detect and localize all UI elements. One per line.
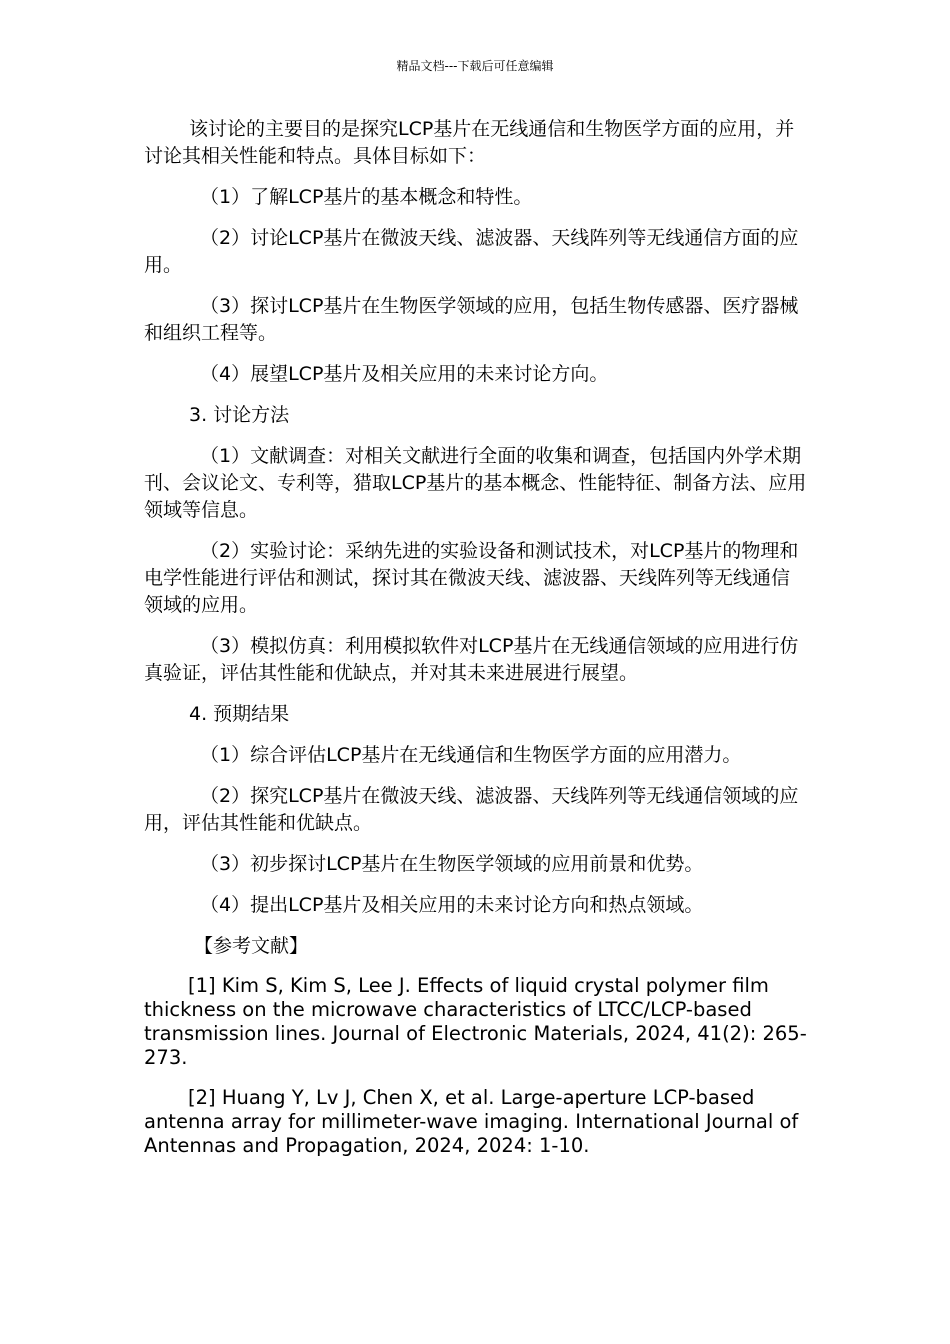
paragraph-method-3: （3）模拟仿真：利用模拟软件对LCP基片在无线通信领域的应用进行仿真验证，评估其性能和优缺点，并对其未来进展进行展望。 [144, 635, 799, 684]
paragraph-intro: 该讨论的主要目的是探究LCP基片在无线通信和生物医学方面的应用，并讨论其相关性能和特点。具体目标如下： [144, 118, 795, 167]
section-heading-results: 4. 预期结果 [189, 703, 290, 725]
document-body [144, 116, 808, 1174]
paragraph-result-3: （3）初步探讨LCP基片在生物医学领域的应用前景和优势。 [200, 853, 704, 875]
page-header: 精品文档---下载后可任意编辑 [396, 59, 554, 73]
paragraph-result-1: （1）综合评估LCP基片在无线通信和生物医学方面的应用潜力。 [200, 744, 742, 766]
section-heading-methods: 3. 讨论方法 [189, 404, 290, 426]
paragraph-result-4: （4）提出LCP基片及相关应用的未来讨论方向和热点领域。 [200, 894, 704, 916]
paragraph-method-1: （1）文献调查：对相关文献进行全面的收集和调查，包括国内外学术期刊、会议论文、专利等，猎取LCP基片的基本概念、性能特征、制备方法、应用领域等信息。 [144, 445, 807, 521]
section-heading-references: 【参考文献】 [194, 935, 309, 957]
paragraph-goal-4: （4）展望LCP基片及相关应用的未来讨论方向。 [200, 363, 609, 385]
paragraph-method-2: （2）实验讨论：采纳先进的实验设备和测试技术，对LCP基片的物理和电学性能进行评估和测试，探讨其在微波天线、滤波器、天线阵列等无线通信领域的应用。 [144, 540, 799, 616]
paragraph-goal-1: （1）了解LCP基片的基本概念和特性。 [200, 186, 533, 208]
paragraph-goal-3: （3）探讨LCP基片在生物医学领域的应用，包括生物传感器、医疗器械和组织工程等。 [144, 295, 799, 344]
reference-item-1: [1] Kim S, Kim S, Lee J. Effects of liquid crystal polymer film thickness on the microwave characteristics of LTCC/LCP-based transmission lines. Journal of Electronic Materials, 2024, 41(2): 265-273. [144, 974, 807, 1069]
reference-item-2: [2] Huang Y, Lv J, Chen X, et al. Large-aperture LCP-based antenna array for millimeter-wave imaging. International Journal of Antennas and Propagation, 2024, 2024: 1-10. [144, 1086, 799, 1157]
paragraph-goal-2: （2）讨论LCP基片在微波天线、滤波器、天线阵列等无线通信方面的应用。 [144, 227, 799, 276]
paragraph-result-2: （2）探究LCP基片在微波天线、滤波器、天线阵列等无线通信领域的应用，评估其性能和优缺点。 [144, 785, 799, 834]
